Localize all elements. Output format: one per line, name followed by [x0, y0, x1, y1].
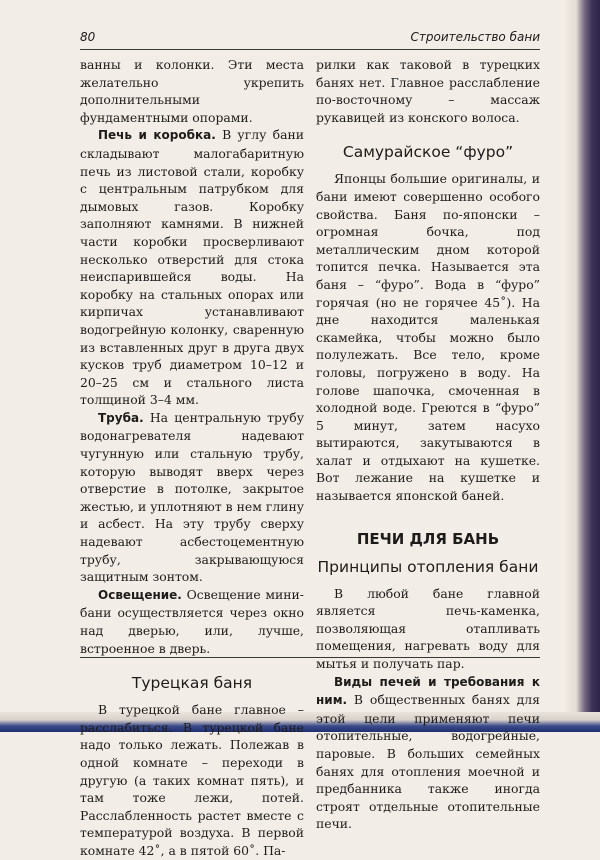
footer-rule	[80, 657, 540, 658]
running-title: Строительство бани	[410, 30, 540, 44]
section-heading: Принципы отопления бани	[317, 557, 539, 576]
paragraph-text: На центральную трубу водонагревателя надевают чугунную или стальную трубу, которую выводят вверх через отверстие в потолке, закрытое жестью, и уплотняют в нем глину и асбест. На эту трубу сверху надевают асбестоцементную трубу, закрывающуюся защитным зонтом.	[80, 409, 304, 585]
run-in-heading: Освещение.	[98, 587, 182, 602]
paragraph: ванны и колонки. Эти места желательно укрепить дополнительными фундаментными опорами.	[80, 57, 304, 125]
paragraph	[80, 126, 304, 409]
paragraph: рилки как таковой в турецких банях нет. Главное расслабление по-восточному – массаж рукавицей из конского волоса.	[316, 57, 540, 125]
run-in-heading: Виды печей и требования к ним.	[316, 674, 540, 708]
paragraph: Японцы большие оригиналы, и бани имеют совершенно особого свойства. Баня по-японски – огромная бочка, под металлическим дном которой топится печка. Называется эта баня – “фуро”. Вода в “фуро” горячая (но не горячее 45˚). На дне находится маленькая скамейка, чтобы можно было полулежать. Все тело, кроме головы, погружено в воду. На голове шапочка, смоченная в холодной воде. Греются в “фуро” 5 минут, затем насухо вытираются, закутываются в халат и отдыхают на кушетке. Вот лежание на кушетке и называется японской баней.	[316, 171, 540, 504]
run-in-heading: Труба.	[98, 410, 144, 425]
paragraph	[80, 586, 304, 657]
right-column	[316, 56, 540, 833]
left-column	[80, 56, 304, 860]
section-heading: Турецкая баня	[131, 674, 253, 693]
book-spine-edge	[566, 0, 600, 732]
section-heading: Самурайское “фуро”	[342, 143, 514, 162]
paragraph-text: В углу бани складывают малогабаритную печь из листовой стали, коробку с центральным патрубком для дымовых газов. Коробку заполняют камнями. В нижней части коробки просверливают несколько отверстий для стока неиспарившейся воды. На коробку на стальных опорах или кирпичах устанавливают водогрейную колонку, сваренную из вставленных друг в друга двух кусков труб диаметром 10–12 и 20–25 см и стального листа толщиной 3–4 мм.	[80, 127, 304, 408]
paragraph: В любой бане главной является печь-каменка, позволяющая отапливать помещения, нагревать воду для мытья и получать пар.	[316, 585, 540, 672]
header-rule	[80, 49, 540, 50]
page-header	[80, 30, 540, 48]
paragraph: В турецкой бане главное – расслабиться. В турецкой бане надо только лежать. Полежав в одной комнате – переходи в другую (а таких комнат пять), и там тоже лежи, потей. Расслабленность растет вместе с температурой воздуха. В первой комнате 42˚, а в пятой 60˚. Па-	[80, 702, 304, 858]
run-in-heading: Печь и коробка.	[98, 128, 216, 143]
paragraph	[316, 673, 540, 833]
chapter-title: ПЕЧИ ДЛЯ БАНЬ	[356, 529, 500, 548]
paragraph-text: Освещение мини-бани осуществляется через окно над дверью, или, лучше, встроенное в дверь.	[80, 586, 304, 656]
paragraph-text: В общественных банях для этой цели применяют печи отопительные, водогрейные, паровые. В больших семейных банях для отопления моечной и предбанника также иногда строят отдельные отопительные печи.	[316, 692, 540, 832]
paragraph	[80, 409, 304, 586]
page-number: 80	[80, 30, 96, 44]
